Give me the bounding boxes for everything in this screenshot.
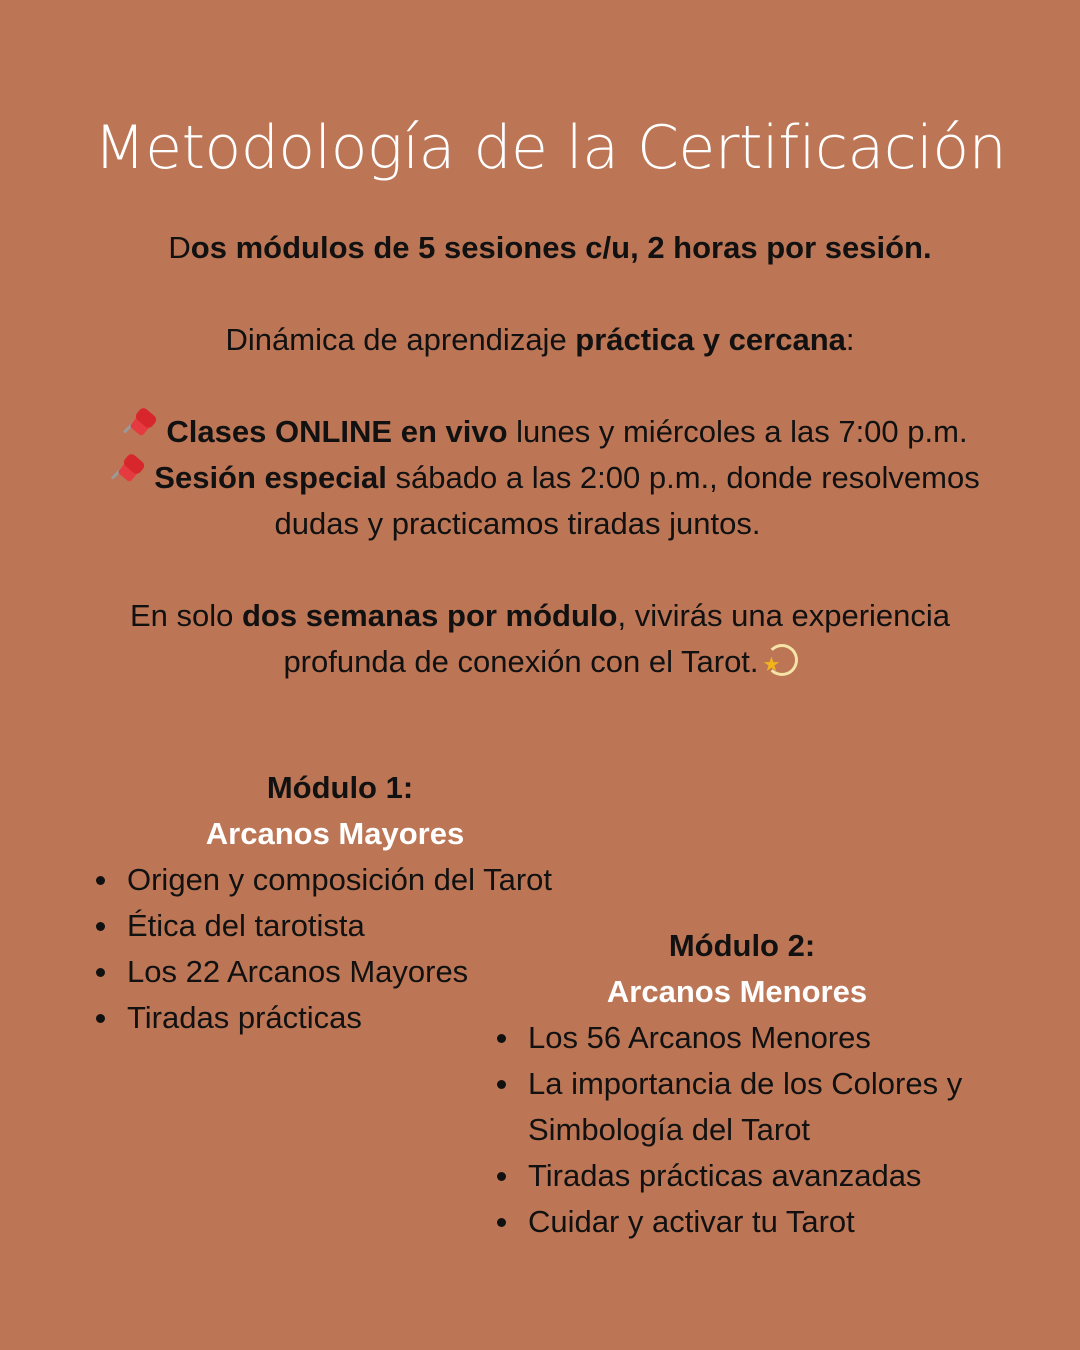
- intro-dynamics-line: [30, 317, 1050, 363]
- schedule-block: [35, 409, 1055, 547]
- list-item: Ética del tarotista: [90, 903, 610, 949]
- intro-dynamics-text: Dinámica de aprendizaje práctica y cercana:: [225, 322, 855, 357]
- pushpin-icon: [110, 456, 146, 492]
- module-2-topics: [491, 1015, 1051, 1245]
- list-item: Los 56 Arcanos Menores: [491, 1015, 1051, 1061]
- module-1-heading: [130, 765, 550, 857]
- summary-line-2: profunda de conexión con el Tarot. ★: [30, 639, 1050, 685]
- summary-line-1: En solo dos semanas por módulo, vivirás una experiencia: [129, 598, 951, 633]
- page-title: Metodología de la Certificación: [93, 113, 1007, 183]
- schedule-item-special: Sesión especial sábado a las 2:00 p.m., donde resolvemos: [35, 455, 1055, 501]
- schedule-item-special-cont: dudas y practicamos tiradas juntos.: [274, 506, 761, 541]
- intro-modules-line: [40, 225, 1060, 271]
- module-2-number: Módulo 2:: [668, 928, 816, 963]
- list-item: Tiradas prácticas: [90, 995, 610, 1041]
- schedule-item-online: Clases ONLINE en vivo lunes y miércoles a las 7:00 p.m.: [35, 409, 1055, 455]
- module-2-heading: [532, 923, 952, 1015]
- intro-sessions-text: Dos módulos de 5 sesiones c/u, 2 horas por sesión.: [168, 230, 932, 265]
- module-1-number: Módulo 1:: [266, 770, 414, 805]
- list-item: La importancia de los Colores y Simbología del Tarot: [491, 1061, 1051, 1153]
- list-item: Tiradas prácticas avanzadas: [491, 1153, 1051, 1199]
- summary-block: [30, 593, 1050, 685]
- list-item: Cuidar y activar tu Tarot: [491, 1199, 1051, 1245]
- list-item: Los 22 Arcanos Mayores: [90, 949, 610, 995]
- list-item: Origen y composición del Tarot: [90, 857, 610, 903]
- module-1-name: Arcanos Mayores: [205, 816, 465, 851]
- pushpin-icon: [122, 410, 158, 446]
- dizzy-star-icon: ★: [763, 642, 797, 676]
- module-2-name: Arcanos Menores: [606, 974, 868, 1009]
